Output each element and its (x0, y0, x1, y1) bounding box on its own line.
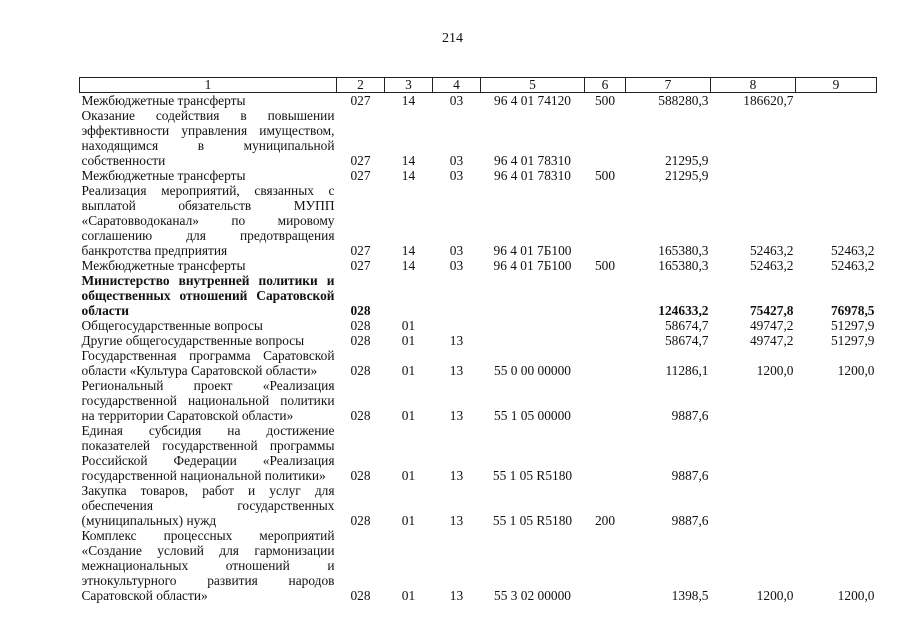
cell-target-code: 55 1 05 R5180 (492, 513, 573, 528)
cell-admin-code: 028 (350, 318, 371, 333)
cell-value-col9: 1200,0 (837, 363, 875, 378)
table-row (80, 483, 877, 528)
cell-admin-code: 027 (350, 243, 371, 258)
cell-value-col9 (796, 168, 877, 183)
cell-expense-type (585, 423, 626, 483)
cell-admin-code: 027 (350, 93, 371, 108)
cell-admin-code: 027 (350, 168, 371, 183)
cell-subsection (433, 318, 481, 333)
cell-expense-type (585, 348, 626, 378)
cell-section (385, 273, 433, 318)
cell-value-col9 (796, 93, 877, 109)
cell-target-code (481, 333, 585, 348)
col-header-4: 4 (433, 78, 481, 93)
cell-name: Комплекс процессных мероприятий «Создание условий для гармонизации межнациональных отношений и этнокультурного развития народов Саратовской области» (81, 528, 335, 603)
cell-name: Закупка товаров, работ и услуг для обеспечения государственных (муниципальных) нужд (81, 483, 335, 528)
col-header-6: 6 (585, 78, 626, 93)
cell-subsection: 13 (449, 468, 464, 483)
table-row (80, 168, 877, 183)
cell-section: 14 (401, 168, 416, 183)
table-row (80, 423, 877, 483)
cell-subsection: 03 (449, 258, 464, 273)
cell-section: 14 (401, 258, 416, 273)
cell-name: Региональный проект «Реализация государственной национальной политики на территории Саратовской области» (81, 378, 335, 423)
cell-value-col8 (711, 378, 796, 423)
cell-value-col7: 11286,1 (665, 363, 709, 378)
cell-target-code (481, 318, 585, 333)
cell-admin-code: 028 (350, 513, 371, 528)
cell-subsection: 13 (449, 333, 464, 348)
col-header-2: 2 (337, 78, 385, 93)
cell-section: 14 (401, 243, 416, 258)
cell-target-code: 96 4 01 78310 (494, 153, 571, 168)
cell-section: 01 (401, 408, 416, 423)
cell-value-col9 (796, 378, 877, 423)
cell-target-code: 96 4 01 7Б100 (493, 243, 572, 258)
cell-name: Межбюджетные трансферты (81, 93, 246, 108)
cell-admin-code: 028 (350, 303, 371, 318)
cell-value-col8: 75427,8 (749, 303, 794, 318)
budget-table (79, 77, 877, 603)
cell-value-col7: 124633,2 (658, 303, 709, 318)
cell-value-col8: 49747,2 (749, 318, 794, 333)
cell-value-col8 (711, 108, 796, 168)
cell-section: 14 (401, 93, 416, 108)
cell-value-col8: 52463,2 (749, 258, 794, 273)
cell-expense-type: 500 (594, 168, 616, 183)
cell-value-col7: 588280,3 (658, 93, 709, 108)
header-row (80, 78, 877, 93)
table-row (80, 528, 877, 603)
cell-name: Другие общегосударственные вопросы (81, 333, 305, 348)
cell-value-col7: 165380,3 (658, 243, 709, 258)
table-row (80, 108, 877, 168)
cell-value-col7: 58674,7 (664, 318, 709, 333)
cell-target-code: 55 0 00 00000 (494, 363, 571, 378)
cell-target-code: 96 4 01 78310 (494, 168, 571, 183)
cell-value-col7: 9887,6 (671, 513, 709, 528)
cell-admin-code: 028 (350, 333, 371, 348)
cell-value-col9: 52463,2 (830, 258, 875, 273)
cell-section: 01 (401, 363, 416, 378)
cell-value-col7: 165380,3 (658, 258, 709, 273)
col-header-5: 5 (481, 78, 585, 93)
table-body (80, 93, 877, 604)
cell-value-col8 (711, 483, 796, 528)
cell-expense-type (585, 528, 626, 603)
col-header-9: 9 (796, 78, 877, 93)
cell-value-col8: 49747,2 (749, 333, 794, 348)
page-number: 214 (442, 31, 463, 46)
cell-name: Межбюджетные трансферты (81, 168, 246, 183)
cell-section: 01 (401, 318, 416, 333)
col-header-3: 3 (385, 78, 433, 93)
cell-target-code: 96 4 01 7Б100 (493, 258, 572, 273)
cell-subsection: 13 (449, 408, 464, 423)
cell-value-col9 (796, 483, 877, 528)
cell-expense-type (585, 108, 626, 168)
table-row (80, 183, 877, 258)
cell-section: 01 (401, 468, 416, 483)
table-row (80, 318, 877, 333)
cell-admin-code: 028 (350, 468, 371, 483)
cell-expense-type: 500 (594, 93, 616, 108)
cell-value-col9 (796, 423, 877, 483)
cell-expense-type (585, 333, 626, 348)
cell-value-col7: 21295,9 (664, 153, 709, 168)
table-row (80, 258, 877, 273)
cell-expense-type: 500 (594, 258, 616, 273)
cell-name: Единая субсидия на достижение показателей государственной программы Российской Федерации «Реализация государственной национальной политики» (81, 423, 335, 483)
cell-subsection: 03 (449, 153, 464, 168)
cell-target-code: 55 3 02 00000 (494, 588, 571, 603)
cell-admin-code: 028 (350, 363, 371, 378)
cell-name: Оказание содействия в повышении эффективности управления имуществом, находящимся в муниципальной собственности (81, 108, 335, 168)
cell-value-col8: 1200,0 (756, 588, 794, 603)
cell-target-code: 55 1 05 R5180 (492, 468, 573, 483)
cell-section: 01 (401, 588, 416, 603)
cell-section: 14 (401, 153, 416, 168)
cell-value-col8: 52463,2 (749, 243, 794, 258)
cell-target-code (481, 273, 585, 318)
table-row (80, 348, 877, 378)
cell-subsection: 03 (449, 243, 464, 258)
cell-expense-type (585, 273, 626, 318)
cell-value-col8 (711, 168, 796, 183)
table-row (80, 93, 877, 109)
cell-value-col9: 1200,0 (837, 588, 875, 603)
cell-section: 01 (401, 513, 416, 528)
cell-expense-type (585, 318, 626, 333)
cell-expense-type (585, 378, 626, 423)
col-header-1: 1 (80, 78, 337, 93)
cell-value-col9: 51297,9 (830, 318, 875, 333)
cell-target-code: 96 4 01 74120 (494, 93, 571, 108)
cell-expense-type (585, 183, 626, 258)
cell-section: 01 (401, 333, 416, 348)
cell-subsection: 13 (449, 513, 464, 528)
cell-subsection: 13 (449, 588, 464, 603)
col-header-8: 8 (711, 78, 796, 93)
table-row (80, 378, 877, 423)
col-header-7: 7 (626, 78, 711, 93)
cell-value-col8 (711, 423, 796, 483)
cell-admin-code: 027 (350, 153, 371, 168)
cell-name: Государственная программа Саратовской области «Культура Саратовской области» (81, 348, 335, 378)
cell-value-col7: 58674,7 (664, 333, 709, 348)
cell-target-code: 55 1 05 00000 (494, 408, 571, 423)
table-row (80, 333, 877, 348)
cell-value-col9 (796, 108, 877, 168)
cell-value-col7: 1398,5 (671, 588, 709, 603)
table-row (80, 273, 877, 318)
cell-subsection (433, 273, 481, 318)
cell-expense-type: 200 (594, 513, 616, 528)
cell-value-col7: 9887,6 (671, 408, 709, 423)
cell-value-col8: 1200,0 (756, 363, 794, 378)
cell-value-col8: 186620,7 (743, 93, 794, 108)
cell-admin-code: 028 (350, 408, 371, 423)
cell-name: Реализация мероприятий, связанных с выплатой обязательств МУПП «Саратовводоканал» по мировому соглашению для предотвращения банкротства предприятия (81, 183, 335, 258)
cell-value-col9: 52463,2 (830, 243, 875, 258)
cell-subsection: 13 (449, 363, 464, 378)
cell-subsection: 03 (449, 168, 464, 183)
cell-name: Межбюджетные трансферты (81, 258, 246, 273)
cell-value-col7: 21295,9 (664, 168, 709, 183)
cell-name: Общегосударственные вопросы (81, 318, 263, 333)
cell-value-col9: 51297,9 (830, 333, 875, 348)
cell-name: Министерство внутренней политики и общественных отношений Саратовской области (81, 273, 335, 318)
cell-admin-code: 028 (350, 588, 371, 603)
cell-value-col9: 76978,5 (830, 303, 875, 318)
cell-admin-code: 027 (350, 258, 371, 273)
cell-value-col7: 9887,6 (671, 468, 709, 483)
cell-subsection: 03 (449, 93, 464, 108)
